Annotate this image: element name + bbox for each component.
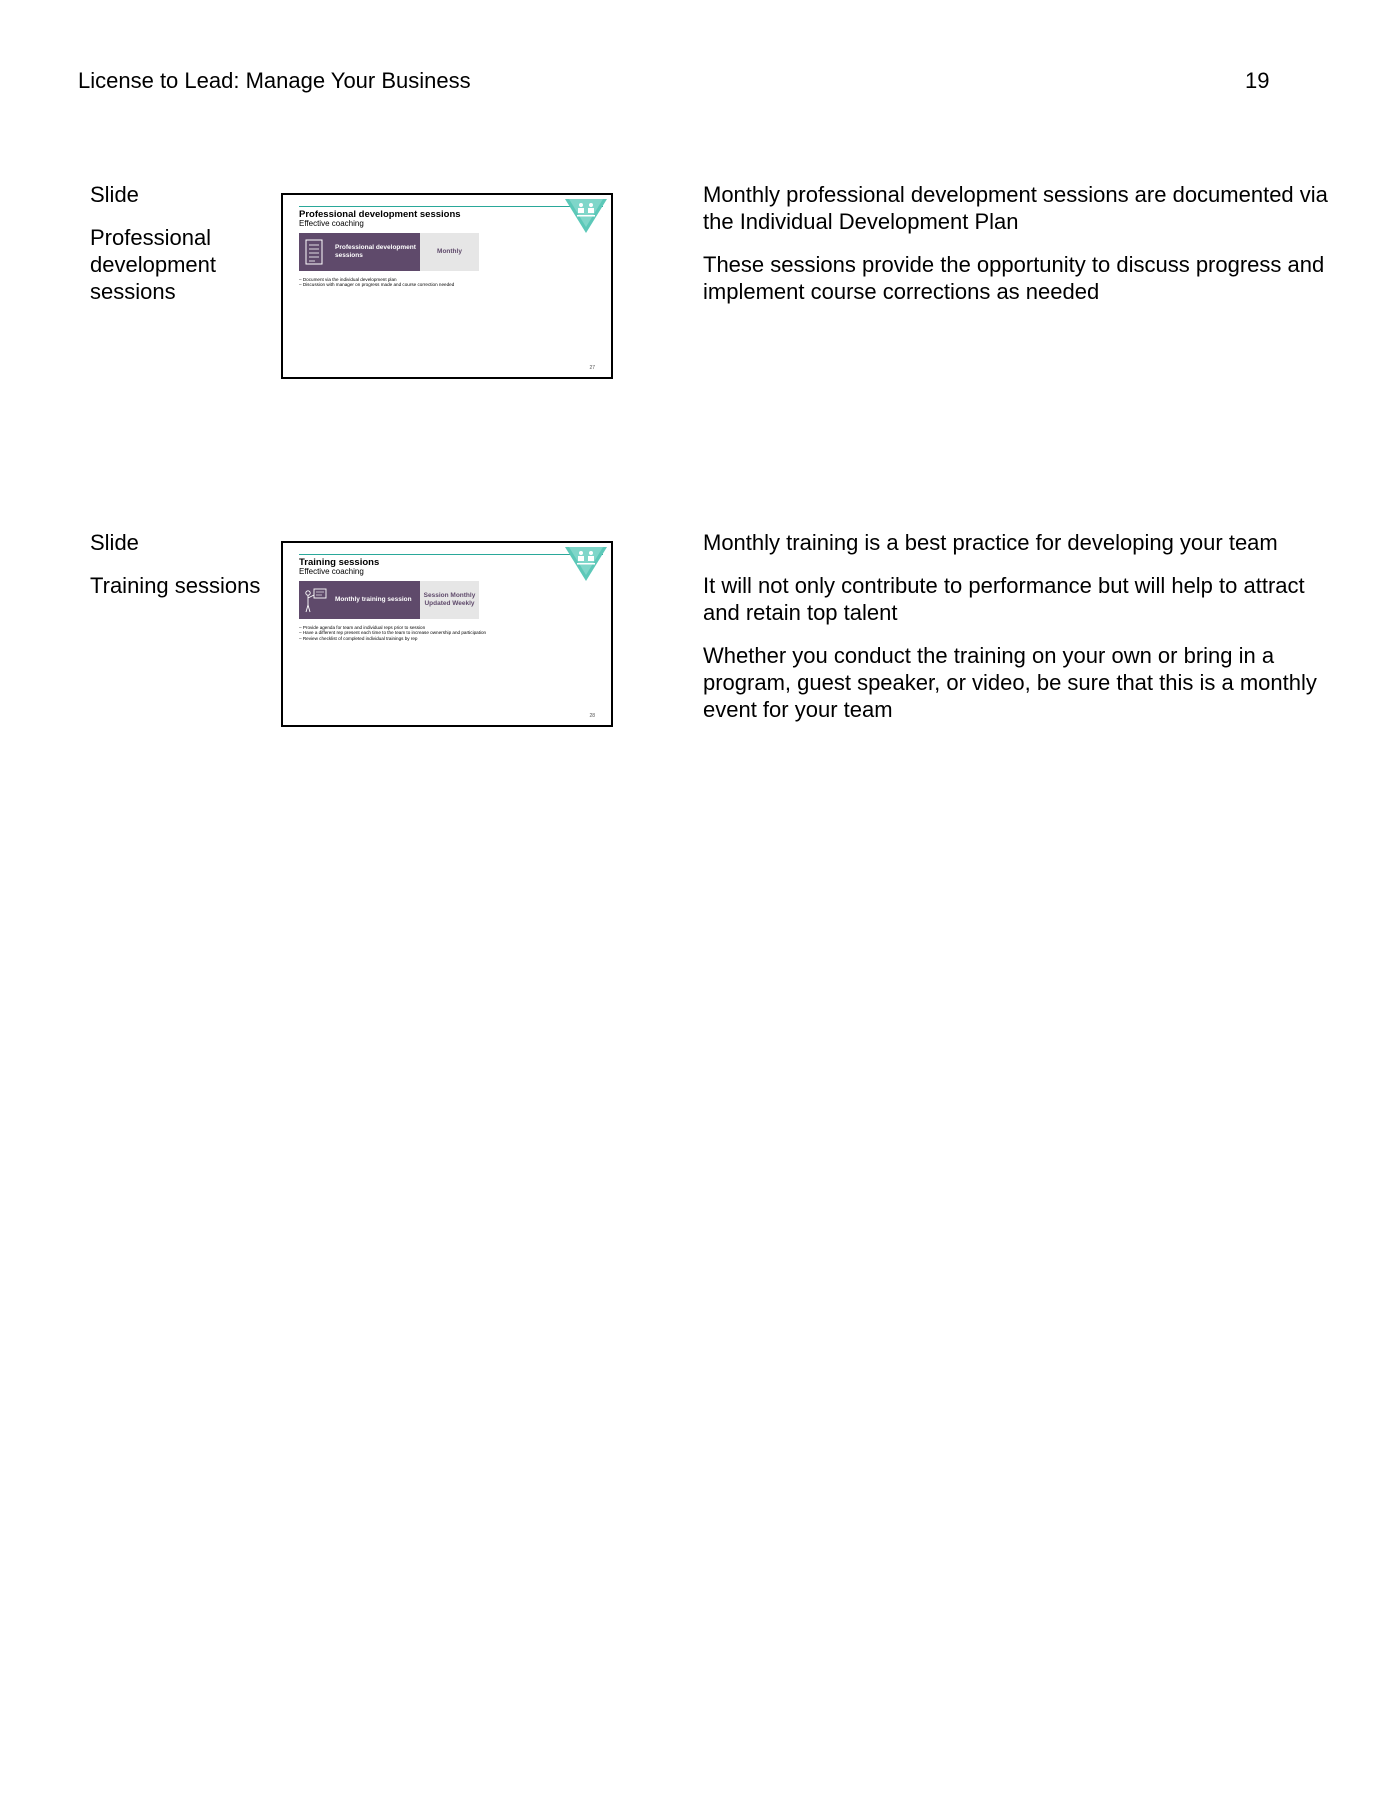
document-title: License to Lead: Manage Your Business bbox=[78, 68, 471, 93]
presenter-icon bbox=[302, 587, 328, 613]
entry-kind: Slide bbox=[90, 182, 139, 207]
entry-title: Training sessions bbox=[90, 573, 261, 598]
slide-thumbnail bbox=[281, 541, 613, 727]
slide-subtitle: Effective coaching bbox=[299, 219, 364, 228]
slide-bullets bbox=[299, 277, 489, 288]
page-number: 19 bbox=[1245, 68, 1270, 93]
slide-band-text: Professional development sessions bbox=[335, 244, 416, 259]
slide-side-box: Session Monthly Updated Weekly bbox=[420, 581, 479, 619]
entry-kind: Slide bbox=[90, 530, 139, 555]
slide-thumbnail bbox=[281, 193, 613, 379]
slide-subtitle: Effective coaching bbox=[299, 567, 364, 576]
slide-side-box: Monthly bbox=[420, 233, 479, 271]
slide-band-text: Monthly training session bbox=[335, 596, 412, 603]
slide-bullets bbox=[299, 625, 489, 641]
speaker-notes bbox=[703, 181, 1343, 321]
slide-number: 27 bbox=[589, 365, 595, 371]
entry-title: Professional development sessions bbox=[90, 225, 216, 304]
note-paragraph: Monthly training is a best practice for developing your team bbox=[703, 530, 1278, 555]
document-icon bbox=[305, 239, 323, 265]
note-paragraph: Monthly professional development sessions are documented via the Individual Development Plan bbox=[703, 182, 1328, 234]
slide-bullet: – Provide agenda for team and individual reps prior to session bbox=[299, 625, 489, 630]
note-paragraph: These sessions provide the opportunity to discuss progress and implement course corrections as needed bbox=[703, 252, 1325, 304]
slide-band bbox=[299, 581, 420, 619]
slide-band bbox=[299, 233, 420, 271]
note-paragraph: Whether you conduct the training on your own or bring in a program, guest speaker, or video, be sure that this is a monthly event for your team bbox=[703, 643, 1317, 722]
speaker-notes bbox=[703, 529, 1343, 739]
slide-title-rule bbox=[299, 206, 603, 207]
slide-title: Professional development sessions bbox=[299, 209, 461, 220]
coaching-badge-icon bbox=[563, 195, 609, 235]
slide-bullet: – Discussion with manager on progress made and course correction needed bbox=[299, 282, 489, 287]
slide-title-rule bbox=[299, 554, 603, 555]
slide-bullet: – Document via the individual development plan bbox=[299, 277, 489, 282]
note-paragraph: It will not only contribute to performance but will help to attract and retain top talent bbox=[703, 573, 1305, 625]
coaching-badge-icon bbox=[563, 543, 609, 583]
slide-bullet: – Review checklist of completed individual trainings by rep bbox=[299, 636, 489, 641]
entry-label bbox=[90, 181, 270, 305]
slide-title: Training sessions bbox=[299, 557, 380, 568]
slide-number: 28 bbox=[589, 713, 595, 719]
slide-bullet: – Have a different rep present each time to the team to increase ownership and participation bbox=[299, 630, 489, 635]
entry-label bbox=[90, 529, 270, 599]
